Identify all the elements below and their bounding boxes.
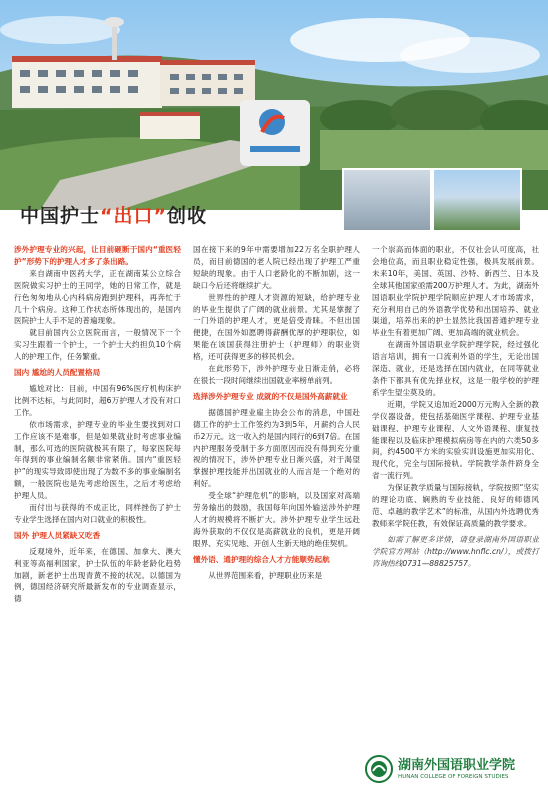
section-heading: 选择涉外护理专业 成就的不仅是国外高薪就业 (193, 391, 348, 401)
paragraph: 受全球“护理危机”的影响，以及国家对高端劳务输出的鼓励，我国每年向国外输送涉外护理人才的规模将不断扩大。涉外护理专业学生远赴海外获取的不仅仅是高薪就业的良机，更是开阔眼界、充实见地、开创人生新天地的绝佳契机。 (193, 491, 360, 548)
campus-building-photo (432, 168, 522, 232)
section-heading: 国外 护理人员紧缺又吃香 (14, 530, 101, 540)
college-emblem-icon (364, 754, 394, 784)
paragraph: 反观境外，近年来，在德国、加拿大、澳大利亚等高福利国家，护士队伍的年龄老龄化趋势加剧，新老护士出现青黄不接的状况。以德国为例，德国经济研究所最新发布的专业调查显示，德 (14, 546, 181, 604)
paragraph: 为保证教学质量与国际接轨，学院按照“坚实的理论功底、娴熟的专业技能、良好的师德风范、卓越的教学艺术”的标准，从国内外选聘优秀教师来学院任教，有效保证高质量的教学要求。 (372, 483, 539, 528)
paragraph: 依市场需求，护理专业的毕业生要找到对口工作应该不是难事，但是如果就业时考虑事业编制，那么可选的医院就极其有限了，每家医院每年得到的事业编制名额非常紧俏。国内“重医轻护”的现实导致即使出现了为数不多的事业编制名额，一般医院也是先考虑给医生，之后才考虑给护理人员。 (14, 419, 181, 501)
title-prefix: 中国护士 (20, 205, 101, 227)
paragraph: 尴尬对比：目前，中国有96%医疗机构床护比例不达标，与此同时，超6万护理人才没有对口工作。 (14, 383, 181, 417)
paragraph: 据德国护理业雇主协会公布的消息，中国赴德工作的护士工作签约为3到5年，月薪约合人民币2万元。这一收入约是国内同行的6到7倍。在国内护理服务受制于多方面原因而没有得到充分重视的情况下，涉外护理专业日渐兴盛，对于渴望掌握护理技能并出国就业的人而言是一个绝对的利好。 (193, 407, 360, 489)
title-suffix: 创收 (167, 205, 208, 227)
paragraph: 在此形势下，涉外护理专业日渐走俏，必将在很长一段时间继续出国就业率榜单前列。 (193, 364, 360, 385)
article-lead: 涉外护理专业的兴起，让目前砸断于国内“重医轻护”形势下的护理人才多了条出路。 (14, 245, 181, 266)
section-heading: 懂外语、通护理的综合人才方能顺势起航 (193, 554, 330, 564)
college-name: 湖南外国语职业学院 (398, 758, 516, 773)
paragraph: 来自湖南中医药大学，正在湖南某公立综合医院做实习护士的王同学，她的日常工作，就是行色匆匆地从心内科病房跑到护理科，再奔忙于几十个病房。这种工作状态所体现出的，是国内医院护士人手不足的普遍现象。 (14, 268, 181, 326)
article-column-3 (372, 244, 539, 569)
paragraph: 世界性的护理人才资源的短缺，给护理专业的毕业生提供了广阔的就业前景。尤其是掌握了一门外语的护理人才，更是倍受青睐。不但出国便捷，在国外如愿聘得薪酬优厚的护理职位，如果能在该国获得注册护士（护理师）的职业资格，还可获得更多的移民机会。 (193, 292, 360, 362)
article-column-1 (14, 244, 181, 605)
college-name-english: HUNAN COLLEGE OF FOREIGN STUDIES (398, 774, 509, 780)
paragraph: 就目前国内公立医院而言，一般情况下一个实习生跟着一个护士，一个护士大约担负10个病人的护理工作，任务繁重。 (14, 328, 181, 362)
paragraph: 近期，学院又追加近2000万元购入全新的教学仪器设备，使包括基础医学课程、护理专业基础课程、护理专业课程、人文外语课程、康复技能课程以及临床护理模拟病房等在内的六类50多间，约4500平方米的实验实训设施更加实用化、现代化，完全与国际接轨。学院教学条件跻身全省一流行列。 (372, 399, 539, 481)
title-highlight: “出口” (100, 205, 167, 227)
contact-info: 如需了解更多详情，请登录湖南外国语职业学院官方网站（http://www.hnflc.cn/），或拨打咨询热线0731—88825757。 (372, 534, 539, 568)
paragraph: 一个崇高而体面的职业，不仅社会认可度高，社会地位高，而且职业稳定性强，极具发展前景。未来10年，美国、英国、沙特、新西兰、日本及全球其他国家亟需200万护理人才。为此，湖南外国语职业学院护理学院顺应护理人才市场需求，充分利用自己的外语教学优势和出国培养、就业渠道，培养出来的护士显然比我国普通护理专业毕业生有着更加广阔、更加高端的就业机会。 (372, 245, 539, 338)
paragraph: 而付出与获得的不成正比，同样挫伤了护士专业学生选择在国内对口就业的积极性。 (14, 503, 181, 524)
college-logo (364, 748, 534, 792)
classroom-photo (342, 168, 432, 232)
article-title (20, 201, 207, 228)
paragraph: 从世界范围来看，护理职业历来是 (208, 570, 323, 580)
paragraph: 国在接下来的9年中需要增加22万名全职护理人员，而目前德国的老人院已经出现了护理工严重短缺的现象。由于人口老龄化的不断加剧，这一缺口今后还将继续扩大。 (193, 245, 360, 290)
article-column-2 (193, 244, 360, 581)
paragraph: 在湖南外国语职业学院护理学院，经过强化语言培训，拥有一口流利外语的学生，无论出国深造、就业，还是选择在国内就业，在同等就业条件下都具有优先择业权，这是一般学校的护理系学生望尘莫及的。 (372, 340, 539, 397)
section-heading: 国内 尴尬的人员配置格局 (14, 368, 101, 378)
